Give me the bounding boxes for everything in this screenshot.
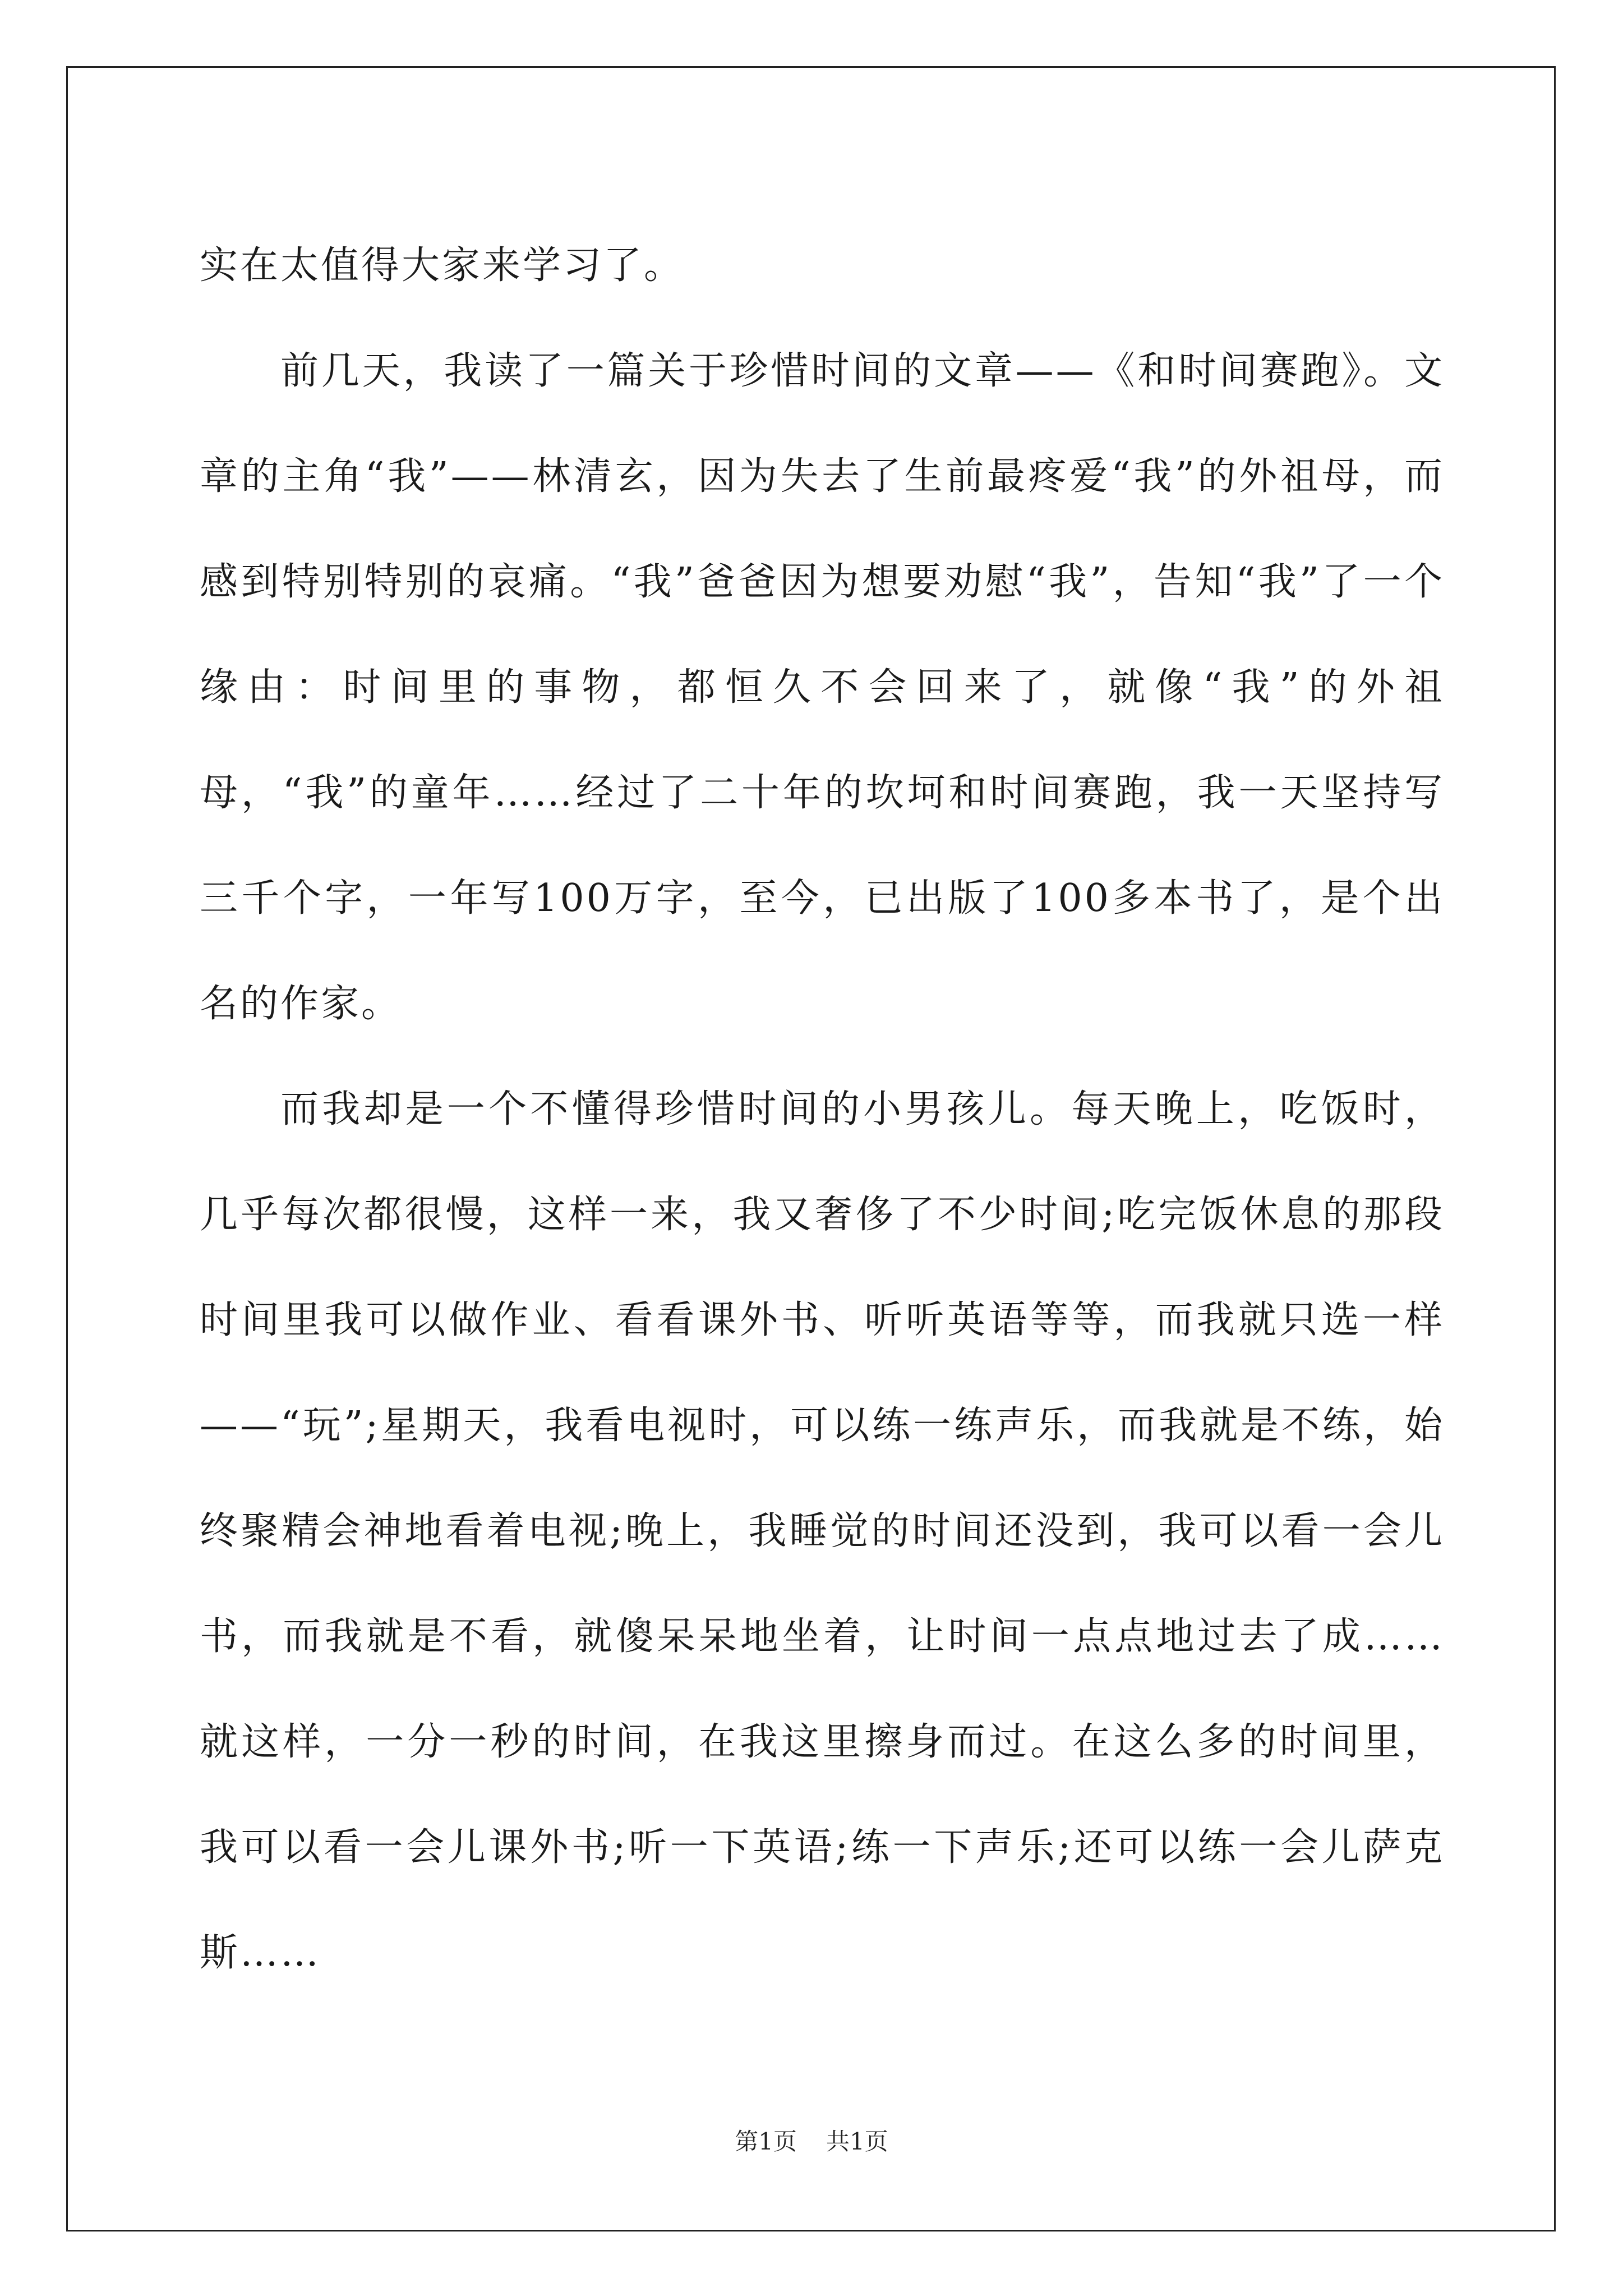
page-footer: [0, 2125, 1623, 2159]
paragraph-1: 实在太值得大家来学习了。: [200, 243, 685, 288]
page-number: 第1页: [735, 2128, 797, 2155]
paragraph-2: 前几天，我读了一篇关于珍惜时间的文章——《和时间赛跑》。文章的主角“我”——林清玄，因为失去了生前最疼爱“我”的外祖母，而感到特别特别的哀痛。“我”爸爸因为想要劝慰“我”，告知“我”了一个缘由：时间里的事物，都恒久不会回来了，就像“我”的外祖母，“我”的童年……经过了二十年的坎坷和时间赛跑，我一天坚持写三千个字，一年写100万字，至今，已出版了100多本书了，是个出名的作家。: [200, 349, 1445, 1026]
page-total: 共1页: [826, 2128, 888, 2155]
paragraph-3: 而我却是一个不懂得珍惜时间的小男孩儿。每天晚上，吃饭时，几乎每次都很慢，这样一来，我又奢侈了不少时间;吃完饭休息的那段时间里我可以做作业、看看课外书、听听英语等等，而我就只选一样——“玩”;星期天，我看电视时，可以练一练声乐，而我就是不练，始终聚精会神地看着电视;晚上，我睡觉的时间还没到，我可以看一会儿书，而我就是不看，就傻呆呆地坐着，让时间一点点地过去了成……就这样，一分一秒的时间，在我这里擦身而过。在这么多的时间里，我可以看一会儿课外书;听一下英语;练一下声乐;还可以练一会儿萨克斯……: [200, 1087, 1445, 1975]
document-body: [200, 213, 1445, 2006]
